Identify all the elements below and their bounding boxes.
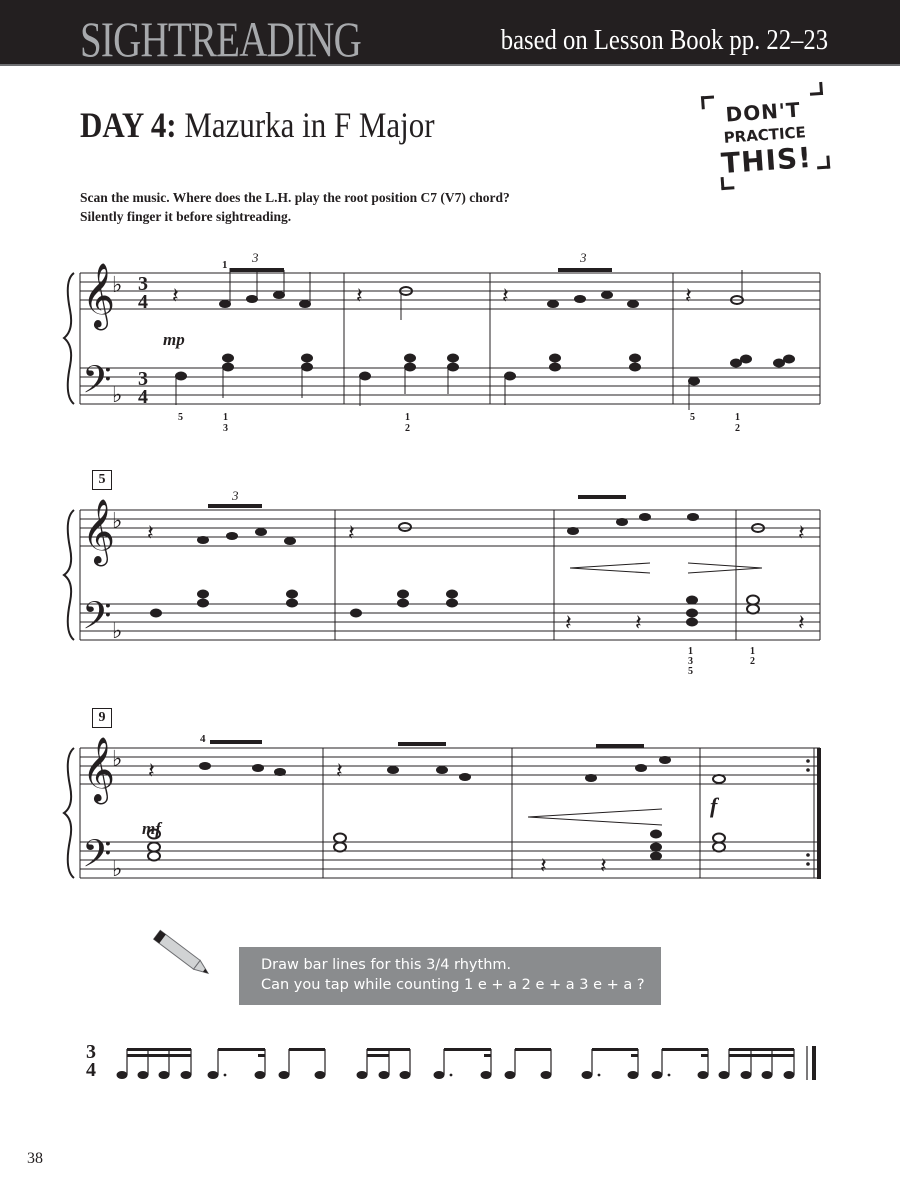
callout-line-1: Draw bar lines for this 3/4 rhythm.: [261, 957, 512, 973]
treble-clef-icon: 𝄞: [82, 265, 116, 327]
svg-text:𝄽: 𝄽: [565, 610, 572, 635]
dynamic-mp: mp: [163, 330, 185, 349]
lesson-book-reference: based on Lesson Book pp. 22–23: [500, 24, 828, 56]
svg-text:♭: ♭: [112, 746, 123, 771]
svg-text:𝄞: 𝄞: [82, 501, 116, 563]
bass-clef-icon: 𝄢: [82, 359, 112, 410]
svg-text:𝄽: 𝄽: [147, 520, 154, 545]
svg-text:𝄽: 𝄽: [798, 520, 805, 545]
svg-text:3: 3: [223, 423, 228, 434]
rhythm-time-sig-top: 3: [86, 1041, 96, 1063]
svg-text:♭: ♭: [112, 508, 123, 533]
svg-text:♭: ♭: [112, 618, 123, 643]
svg-text:1: 1: [688, 646, 693, 657]
svg-text:3: 3: [138, 368, 148, 390]
page-title: [80, 104, 435, 146]
svg-text:𝄽: 𝄽: [356, 283, 363, 308]
svg-text:𝄽: 𝄽: [336, 758, 343, 783]
svg-text:𝄽: 𝄽: [540, 853, 547, 878]
svg-text:𝄽: 𝄽: [172, 283, 179, 308]
instruction-line-1: Scan the music. Where does the L.H. play the root position C7 (V7) chord?: [80, 190, 510, 205]
svg-text:1: 1: [405, 412, 410, 423]
svg-text:𝄢: 𝄢: [82, 595, 112, 646]
svg-text:4: 4: [138, 386, 148, 408]
svg-text:𝄢: 𝄢: [82, 833, 112, 884]
stamp-line-3: THIS!: [720, 140, 814, 181]
svg-text:3: 3: [580, 250, 587, 265]
svg-text:𝄽: 𝄽: [148, 758, 155, 783]
svg-text:4: 4: [200, 733, 206, 745]
music-system-3: [60, 730, 840, 890]
instructions: [80, 188, 510, 226]
section-title: SIGHTREADING: [80, 11, 361, 67]
stamp-line-1: DON'T: [724, 97, 802, 127]
svg-text:𝄽: 𝄽: [685, 283, 692, 308]
instruction-line-2: Silently finger it before sightreading.: [80, 209, 292, 224]
svg-text:𝄽: 𝄽: [348, 520, 355, 545]
piece-title: Mazurka in F Major: [184, 105, 435, 145]
svg-text:♭: ♭: [112, 856, 123, 881]
svg-text:𝄽: 𝄽: [600, 853, 607, 878]
svg-text:1: 1: [750, 646, 755, 657]
measure-number-9: 9: [92, 708, 112, 728]
page-number: 38: [27, 1150, 43, 1167]
svg-text:3: 3: [138, 273, 148, 295]
svg-text:5: 5: [688, 666, 693, 677]
callout-line-2: Can you tap while counting 1 e + a 2 e + a 3 e + a ?: [261, 977, 645, 993]
dynamic-mf: mf: [142, 819, 161, 838]
dynamic-f: f: [710, 793, 718, 818]
svg-text:3: 3: [252, 250, 259, 265]
stamp-line-2: PRACTICE: [723, 123, 807, 147]
music-system-2: [60, 490, 840, 680]
rhythm-time-sig-bottom: 4: [86, 1059, 96, 1081]
music-system-1: [60, 240, 840, 440]
svg-text:𝄽: 𝄽: [502, 283, 509, 308]
rhythm-exercise: [80, 1030, 840, 1090]
header-bar: [0, 0, 900, 66]
svg-text:1: 1: [223, 412, 228, 423]
svg-text:𝄞: 𝄞: [82, 739, 116, 801]
stamp-corner-icon: [809, 82, 823, 96]
day-label: DAY 4:: [80, 105, 177, 145]
svg-text:5: 5: [178, 412, 183, 423]
rhythm-instructions-callout: [239, 947, 661, 1005]
flat-icon: ♭: [112, 272, 123, 297]
pencil-icon: [148, 928, 218, 983]
svg-text:3: 3: [232, 490, 239, 503]
svg-text:4: 4: [138, 291, 148, 313]
svg-text:1: 1: [735, 412, 740, 423]
svg-text:2: 2: [405, 423, 410, 434]
svg-text:♭: ♭: [112, 382, 123, 407]
svg-text:5: 5: [690, 412, 695, 423]
svg-text:𝄽: 𝄽: [798, 610, 805, 635]
svg-text:2: 2: [750, 656, 755, 667]
svg-text:1: 1: [222, 259, 228, 271]
dont-practice-stamp: [696, 82, 833, 196]
measure-number-5: 5: [92, 470, 112, 490]
svg-text:3: 3: [688, 656, 693, 667]
svg-text:𝄽: 𝄽: [635, 610, 642, 635]
svg-text:2: 2: [735, 423, 740, 434]
